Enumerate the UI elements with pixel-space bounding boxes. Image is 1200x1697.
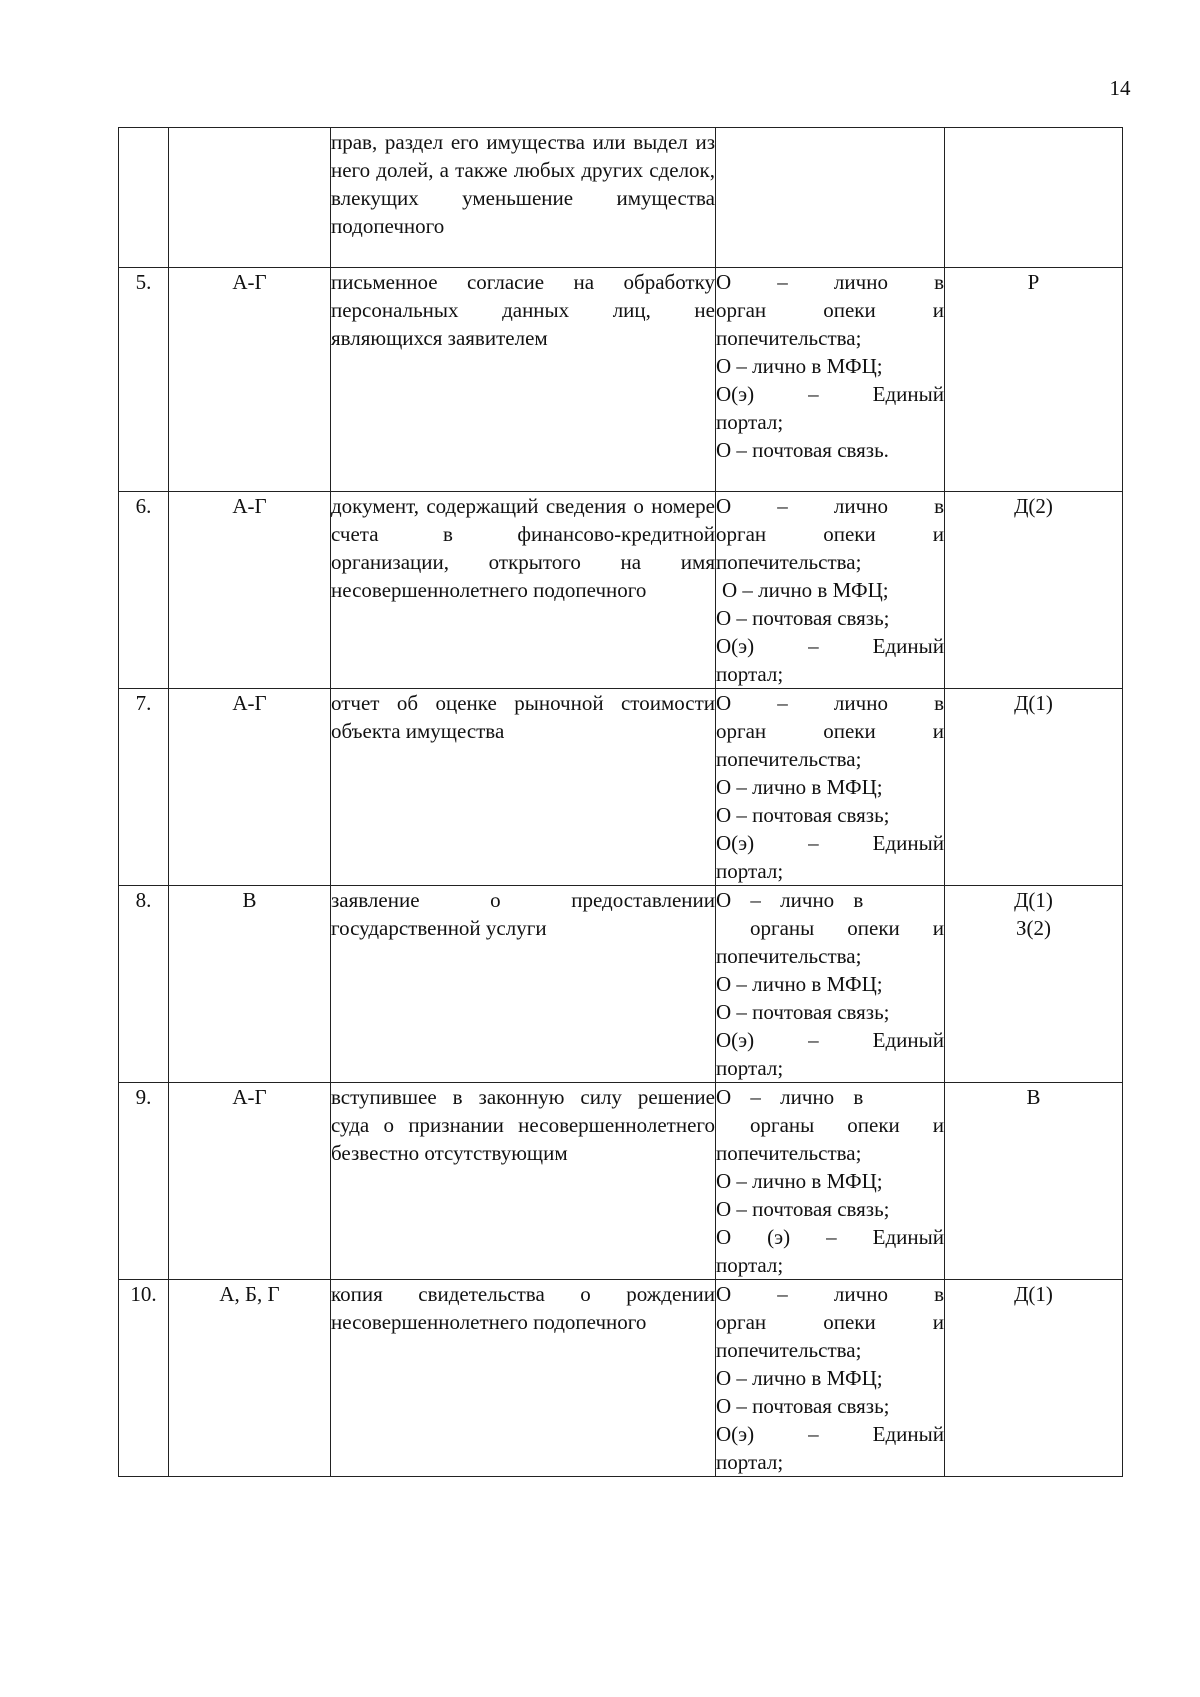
- applicant-category: [169, 128, 331, 268]
- document-code: [945, 268, 1123, 492]
- method-line: О(э) – Единый: [716, 634, 944, 658]
- row-number: 7.: [119, 689, 169, 886]
- table-row: [119, 1083, 1123, 1280]
- method-line: О – лично в: [716, 1085, 864, 1109]
- code-line: Д(2): [1014, 494, 1053, 518]
- method-line: портал;: [716, 410, 784, 434]
- method-line: попечительства;: [716, 944, 862, 968]
- method-line: портал;: [716, 662, 784, 686]
- code-line: Д(1): [1014, 1282, 1053, 1306]
- submission-method: [716, 128, 945, 268]
- method-line: портал;: [716, 1056, 784, 1080]
- document-code: [945, 1280, 1123, 1477]
- code-line: Р: [1027, 270, 1040, 294]
- table-row: [119, 886, 1123, 1083]
- applicant-category: А-Г: [169, 689, 331, 886]
- applicant-category: А-Г: [169, 1083, 331, 1280]
- document-description: вступившее в законную силу решение суда о признании несовершеннолетнего безвестно отсутствующим: [331, 1083, 716, 1280]
- document-code: [945, 886, 1123, 1083]
- document-description: прав, раздел его имущества или выдел из него долей, а также любых других сделок, влекущих уменьшение имущества подопечного: [331, 128, 716, 268]
- method-line: О – почтовая связь;: [716, 1394, 890, 1418]
- method-line: орган опеки и: [716, 1310, 944, 1334]
- submission-method: [716, 886, 945, 1083]
- method-line: портал;: [716, 1253, 784, 1277]
- method-line: О – почтовая связь;: [716, 1000, 890, 1024]
- table-row: [119, 492, 1123, 689]
- row-number: 5.: [119, 268, 169, 492]
- method-line: О (э) – Единый: [716, 1225, 944, 1249]
- page-number: 14: [1109, 76, 1131, 100]
- method-line: портал;: [716, 859, 784, 883]
- method-line: О – лично в МФЦ;: [722, 578, 889, 602]
- method-line: орган опеки и: [716, 719, 944, 743]
- document-code: [945, 492, 1123, 689]
- method-line: попечительства;: [716, 747, 862, 771]
- table-row: [119, 689, 1123, 886]
- applicant-category: А-Г: [169, 492, 331, 689]
- method-line: О – почтовая связь;: [716, 803, 890, 827]
- submission-method: [716, 689, 945, 886]
- applicant-category: В: [169, 886, 331, 1083]
- method-line: О – лично в: [716, 888, 864, 912]
- row-number: 9.: [119, 1083, 169, 1280]
- code-line: З(2): [1015, 916, 1051, 940]
- method-line: О – почтовая связь;: [716, 1197, 890, 1221]
- row-number: 10.: [119, 1280, 169, 1477]
- document-code: [945, 128, 1123, 268]
- table-row: [119, 268, 1123, 492]
- table-row: [119, 128, 1123, 268]
- method-line: О – почтовая связь.: [716, 438, 889, 462]
- method-line: попечительства;: [716, 550, 862, 574]
- method-line: О – почтовая связь;: [716, 606, 890, 630]
- code-line: В: [1026, 1085, 1041, 1109]
- submission-method: [716, 1083, 945, 1280]
- submission-method: [716, 492, 945, 689]
- applicant-category: А-Г: [169, 268, 331, 492]
- document-description: заявление о предоставлении государственной услуги: [331, 886, 716, 1083]
- submission-method: [716, 268, 945, 492]
- document-description: письменное согласие на обработку персональных данных лиц, не являющихся заявителем: [331, 268, 716, 492]
- applicant-category: А, Б, Г: [169, 1280, 331, 1477]
- method-line: О – лично в: [716, 1282, 944, 1306]
- method-line: орган опеки и: [716, 522, 944, 546]
- code-line: Д(1): [1014, 888, 1053, 912]
- method-line: органы опеки и: [750, 1113, 944, 1137]
- table-row: [119, 1280, 1123, 1477]
- document-description: отчет об оценке рыночной стоимости объекта имущества: [331, 689, 716, 886]
- method-line: О(э) – Единый: [716, 1028, 944, 1052]
- method-line: О(э) – Единый: [716, 382, 944, 406]
- document-description: копия свидетельства о рождении несовершеннолетнего подопечного: [331, 1280, 716, 1477]
- method-line: органы опеки и: [750, 916, 944, 940]
- document-description: документ, содержащий сведения о номере счета в финансово-кредитной организации, открытого на имя несовершеннолетнего подопечного: [331, 492, 716, 689]
- row-number: 6.: [119, 492, 169, 689]
- documents-table: [118, 127, 1123, 1477]
- method-line: О(э) – Единый: [716, 831, 944, 855]
- method-line: О – лично в МФЦ;: [716, 1366, 883, 1390]
- method-line: попечительства;: [716, 1141, 862, 1165]
- row-number: [119, 128, 169, 268]
- method-line: О – лично в: [716, 691, 944, 715]
- document-code: [945, 1083, 1123, 1280]
- method-line: попечительства;: [716, 326, 862, 350]
- method-line: О – лично в: [716, 494, 944, 518]
- method-line: О – лично в МФЦ;: [716, 775, 883, 799]
- method-line: О – лично в МФЦ;: [716, 972, 883, 996]
- method-line: О – лично в МФЦ;: [716, 354, 883, 378]
- code-line: Д(1): [1014, 691, 1053, 715]
- method-line: орган опеки и: [716, 298, 944, 322]
- document-code: [945, 689, 1123, 886]
- method-line: О(э) – Единый: [716, 1422, 944, 1446]
- method-line: О – лично в: [716, 270, 944, 294]
- method-line: попечительства;: [716, 1338, 862, 1362]
- submission-method: [716, 1280, 945, 1477]
- row-number: 8.: [119, 886, 169, 1083]
- method-line: портал;: [716, 1450, 784, 1474]
- method-line: О – лично в МФЦ;: [716, 1169, 883, 1193]
